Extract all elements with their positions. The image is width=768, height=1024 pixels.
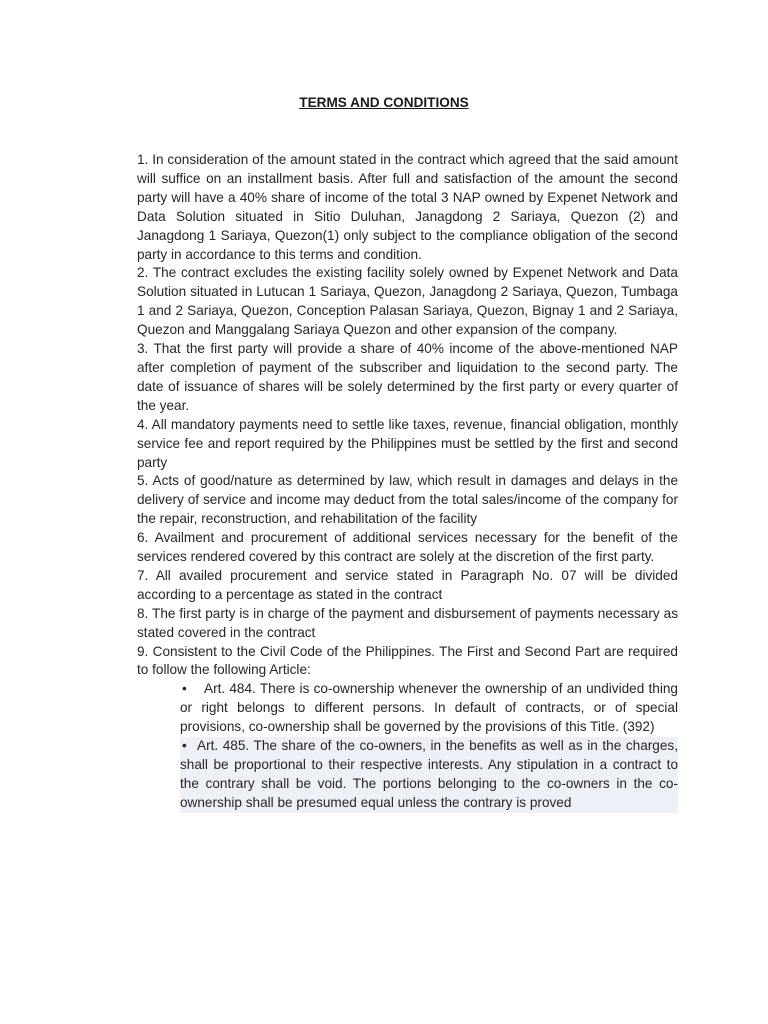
- article-484-text: Art. 484. There is co-ownership whenever the ownership of an undivided thing or right belongs to different persons. In default of contracts, or of special provisions, co-ownership shall be governed by the provisions of this Title. (392): [180, 681, 678, 735]
- term-paragraph-5: 5. Acts of good/nature as determined by law, which result in damages and delays in the delivery of service and income may deduct from the total sales/income of the company for the repair, reconstruction, and rehabilitation of the facility: [137, 473, 678, 527]
- document-title: TERMS AND CONDITIONS: [299, 95, 469, 110]
- term-paragraph-4: 4. All mandatory payments need to settle like taxes, revenue, financial obligation, monthly service fee and report required by the Philippines must be settled by the first and second party: [137, 416, 678, 470]
- term-paragraph-6: 6. Availment and procurement of additional services necessary for the benefit of the services rendered covered by this contract are solely at the discretion of the first party.: [137, 530, 678, 565]
- term-paragraph-8: 8. The first party is in charge of the payment and disbursement of payments necessary as stated covered in the contract: [137, 605, 678, 640]
- article-485-item: [180, 737, 678, 813]
- terms-body: [137, 151, 678, 813]
- bullet-icon: •: [182, 738, 187, 754]
- term-paragraph-7: 7. All availed procurement and service stated in Paragraph No. 07 will be divided according to a percentage as stated in the contract: [137, 567, 678, 602]
- term-paragraph-1: 1. In consideration of the amount stated in the contract which agreed that the said amount will suffice on an installment basis. After full and satisfaction of the amount the second party will have a 40% share of income of the total 3 NAP owned by Expenet Network and Data Solution situated in Sitio Duluhan, Janagdong 2 Sariaya, Quezon (2) and Janagdong 1 Sariaya, Quezon(1) only subject to the compliance obligation of the second party in accordance to this terms and condition.: [137, 152, 678, 262]
- term-paragraph-2: 2. The contract excludes the existing facility solely owned by Expenet Network and Data Solution situated in Lutucan 1 Sariaya, Quezon, Janagdong 2 Sariaya, Quezon, Tumbaga 1 and 2 Sariaya, Quezon, Conception Palasan Sariaya, Quezon, Bignay 1 and 2 Sariaya, Quezon and Manggalang Sariaya Quezon and other expansion of the company.: [137, 265, 678, 338]
- term-paragraph-9: 9. Consistent to the Civil Code of the Philippines. The First and Second Part are required to follow the following Article:: [137, 643, 678, 678]
- article-485-text: Art. 485. The share of the co-owners, in the benefits as well as in the charges, shall be proportional to their respective interests. Any stipulation in a contract to the contrary shall be void. The portions belonging to the co-owners in the co-ownership shall be presumed equal unless the contrary is proved: [180, 738, 678, 810]
- term-paragraph-3: 3. That the first party will provide a share of 40% income of the above-mentioned NAP after completion of payment of the subscriber and liquidation to the second party. The date of issuance of shares will be solely determined by the first party or every quarter of the year.: [137, 341, 678, 413]
- bullet-icon: •: [182, 681, 187, 697]
- civil-code-articles: [137, 680, 678, 812]
- article-484-item: [180, 680, 678, 737]
